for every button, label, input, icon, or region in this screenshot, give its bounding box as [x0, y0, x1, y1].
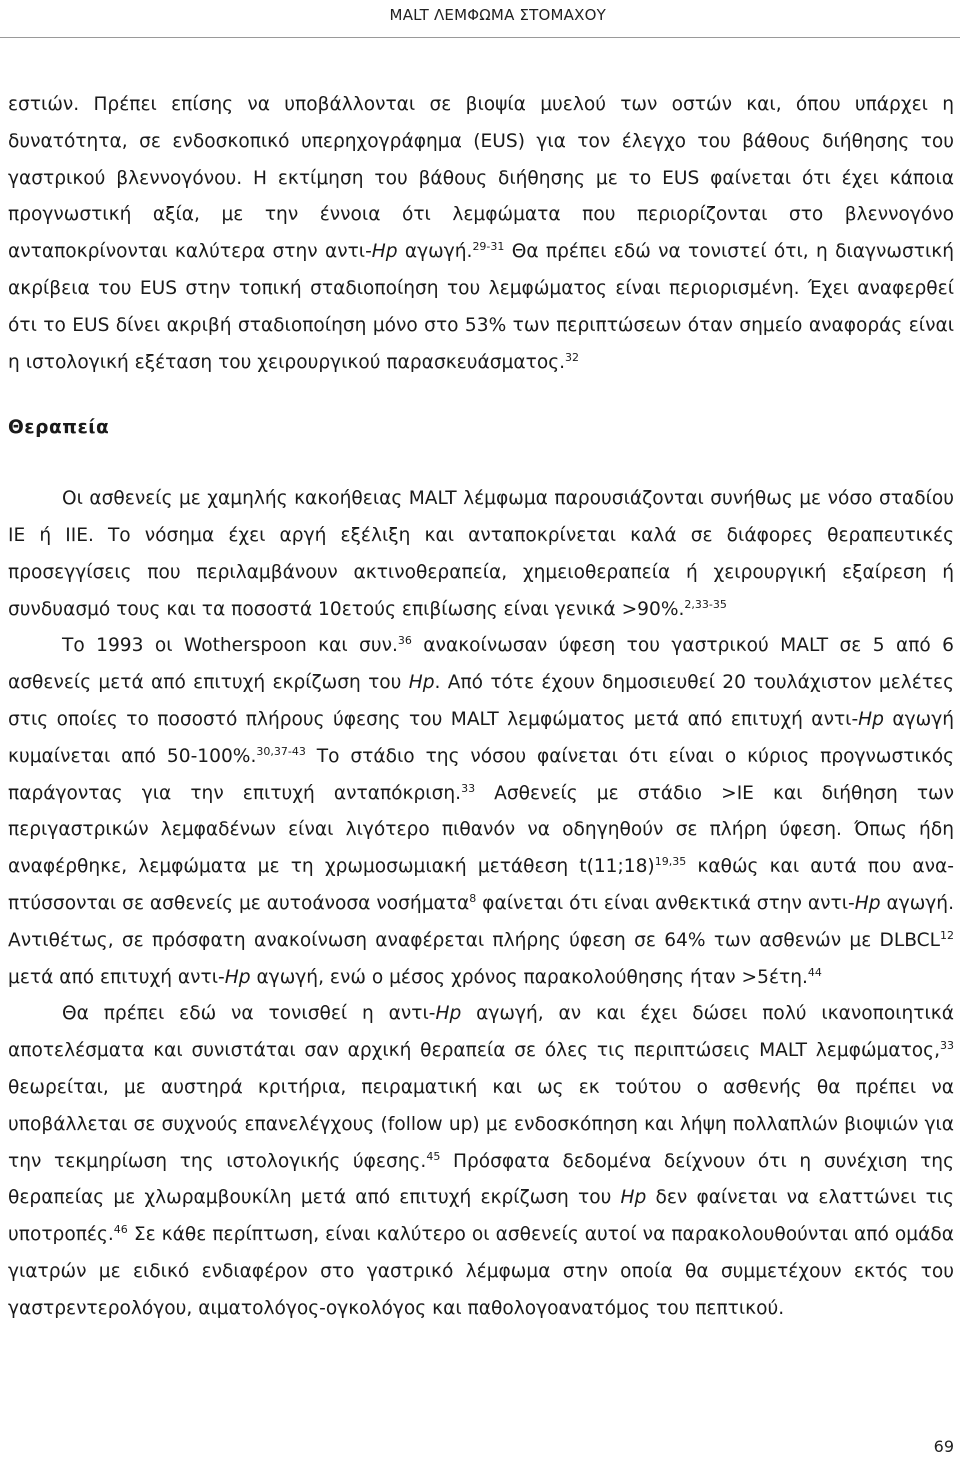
- hp-abbreviation: Hp: [620, 1187, 647, 1209]
- citation-ref: 46: [113, 1223, 128, 1237]
- hp-abbreviation: Hp: [854, 892, 881, 914]
- citation-ref: 36: [397, 634, 412, 648]
- hp-abbreviation: Hp: [435, 1003, 462, 1025]
- paragraph-hp-eradication: Το 1993 οι Wotherspoon και συν.$^{36}$ ανακοίνωσαν ύφεση του γαστρικού MALT σε 5 από 6 ασθενείς μετά από επιτυχή εκρίζωση του Hp. Από τότε έχουν δημοσιευθεί 20 τουλάχιστον μελέτες στις οποίες το ποσοστό πλήρους ύφεσης του MALT λεμφώματος μετά από επιτυχή αντι-Hp αγωγή κυμαίνεται από 50-100%.$^{30,37-43}$ Το στάδιο της νόσου φαίνεται ότι είναι ο κύριος προγνωστικός παράγοντας για την επιτυχή ανταπόκριση.$^{33}$ Ασθενείς με στάδιο >ΙΕ και διήθηση των περιγαστρικών λεμφαδένων είναι λιγότερο πιθανόν να οδηγηθούν σε πλήρη ύφεση. Όπως ήδη αναφέρθηκε, λεμφώματα με τη χρωμοσωμιακή μετάθεση t(11;18)$^{19,35}$ καθώς και αυτά που αναπτύσσονται σε ασθενείς με αυτοάνοσα νοσήματα$^8$ φαίνεται ότι είναι ανθεκτικά στην αντι-Hp αγωγή. Αντιθέτως, σε πρόσφατη ανακοίνωση αναφέρεται πλήρης ύφεση σε 64% των ασθενών με DLBCL$^{12}$ μετά από επιτυχή αντι-Hp αγωγή, ενώ ο μέσος χρόνος παρακολούθησης ήταν >5έτη.$^{44}$: [8, 634, 955, 988]
- page-number: 69: [933, 1437, 954, 1456]
- running-header: MALT ΛΕΜΦΩΜΑ ΣΤΟΜΑΧΟΥ: [389, 6, 606, 24]
- citation-ref: 44: [807, 965, 822, 979]
- citation-ref: 2,33-35: [684, 597, 727, 611]
- citation-ref: 45: [426, 1149, 441, 1163]
- citation-ref: 33: [461, 781, 476, 795]
- hp-abbreviation: Hp: [224, 966, 251, 988]
- paragraph-therapy-intro: Οι ασθενείς με χαμηλής κακοήθειας MALT λέμφωμα παρουσιάζονται συνήθως με νόσο σταδίου ΙΕ ή ΙΙΕ. Το νόσημα έχει αργή εξέλιξη και ανταποκρίνεται καλά σε διάφορες θεραπευτικές προσεγγίσεις που περιλαμβάνουν ακτινοθεραπεία, χημειοθεραπεία ή χειρουργική εξαίρεση ή συνδυασμό τους και τα ποσοστά 10ετούς επιβίωσης είναι γενικά >90%.$^{2,33-35}$: [8, 488, 954, 620]
- citation-ref: 30,37-43: [256, 744, 306, 758]
- article-body: [8, 87, 954, 1328]
- section-heading: Θεραπεία: [8, 417, 110, 439]
- citation-ref: 19,35: [654, 855, 687, 869]
- hp-abbreviation: Hp: [371, 241, 398, 263]
- paragraph-follow-up: Θα πρέπει εδώ να τονισθεί η αντι-Hp αγωγή, αν και έχει δώσει πολύ ικανοποιητικά αποτελέσματα και συνιστάται σαν αρχική θεραπεία σε όλες τις περιπτώσεις MALT λεμφώματος,$^{33}$ θεωρείται, με αυστηρά κριτήρια, πειραματική και ως εκ τούτου ο ασθενής θα πρέπει να υποβάλλεται σε συχνούς επανελέγχους (follow up) με ενδοσκόπηση και λήψη πολλαπλών βιοψιών για την τεκμηρίωση της ιστολογικής ύφεσης.$^{45}$ Πρόσφατα δεδομένα δείχνουν ότι η συνέχιση της θεραπείας με χλωραμβουκίλη μετά από επιτυχή εκρίζωση του Hp δεν φαίνεται να ελαττώνει τις υποτροπές.$^{46}$ Σε κάθε περίπτωση, είναι καλύτερο οι ασθενείς αυτοί να παρακολουθούνται από ομάδα γιατρών με ειδικό ενδιαφέρον στο γαστρικό λέμφωμα στην οποία θα συμμετέχουν εκτός του γαστρεντερολόγου, αιματολόγος-ογκολόγος και παθολογοανατόμος του πεπτικού.: [8, 1003, 954, 1319]
- hp-abbreviation: Hp: [408, 672, 435, 694]
- citation-ref: 32: [565, 350, 580, 364]
- hp-abbreviation: Hp: [858, 708, 884, 730]
- citation-ref: 29-31: [472, 240, 505, 254]
- paragraph-staging: εστιών. Πρέπει επίσης να υποβάλλονται σε βιοψία μυελού των οστών και, όπου υπάρχει η δυνατότητα, σε ενδοσκοπικό υπερηχογράφημα (EUS) για τον έλεγχο του βάθους διήθησης του γαστρικού βλεννογόνου. Η εκτίμηση του βάθους διήθησης με το EUS φαίνεται ότι έχει κάποια προγνωστική αξία, με την έννοια ότι λεμφώματα που περιορίζονται στο βλεννογόνο ανταποκρίνονται καλύτερα στην αντι-Hp αγωγή.$^{29-31}$ Θα πρέπει εδώ να τονιστεί ότι, η διαγνωστική ακρίβεια του EUS στην τοπική σταδιοποίηση του λεμφώματος είναι περιορισμένη. Έχει αναφερθεί ότι το EUS δίνει ακριβή σταδιοποίηση μόνο στο 53% των περιπτώσεων όταν σημείο αναφοράς είναι η ιστολογική εξέταση του χειρουργικού παρασκευάσματος.$^{32}$: [8, 94, 954, 373]
- citation-ref: 8: [469, 891, 477, 905]
- citation-ref: 12: [940, 928, 954, 942]
- citation-ref: 33: [940, 1039, 954, 1053]
- header-divider: [0, 37, 960, 38]
